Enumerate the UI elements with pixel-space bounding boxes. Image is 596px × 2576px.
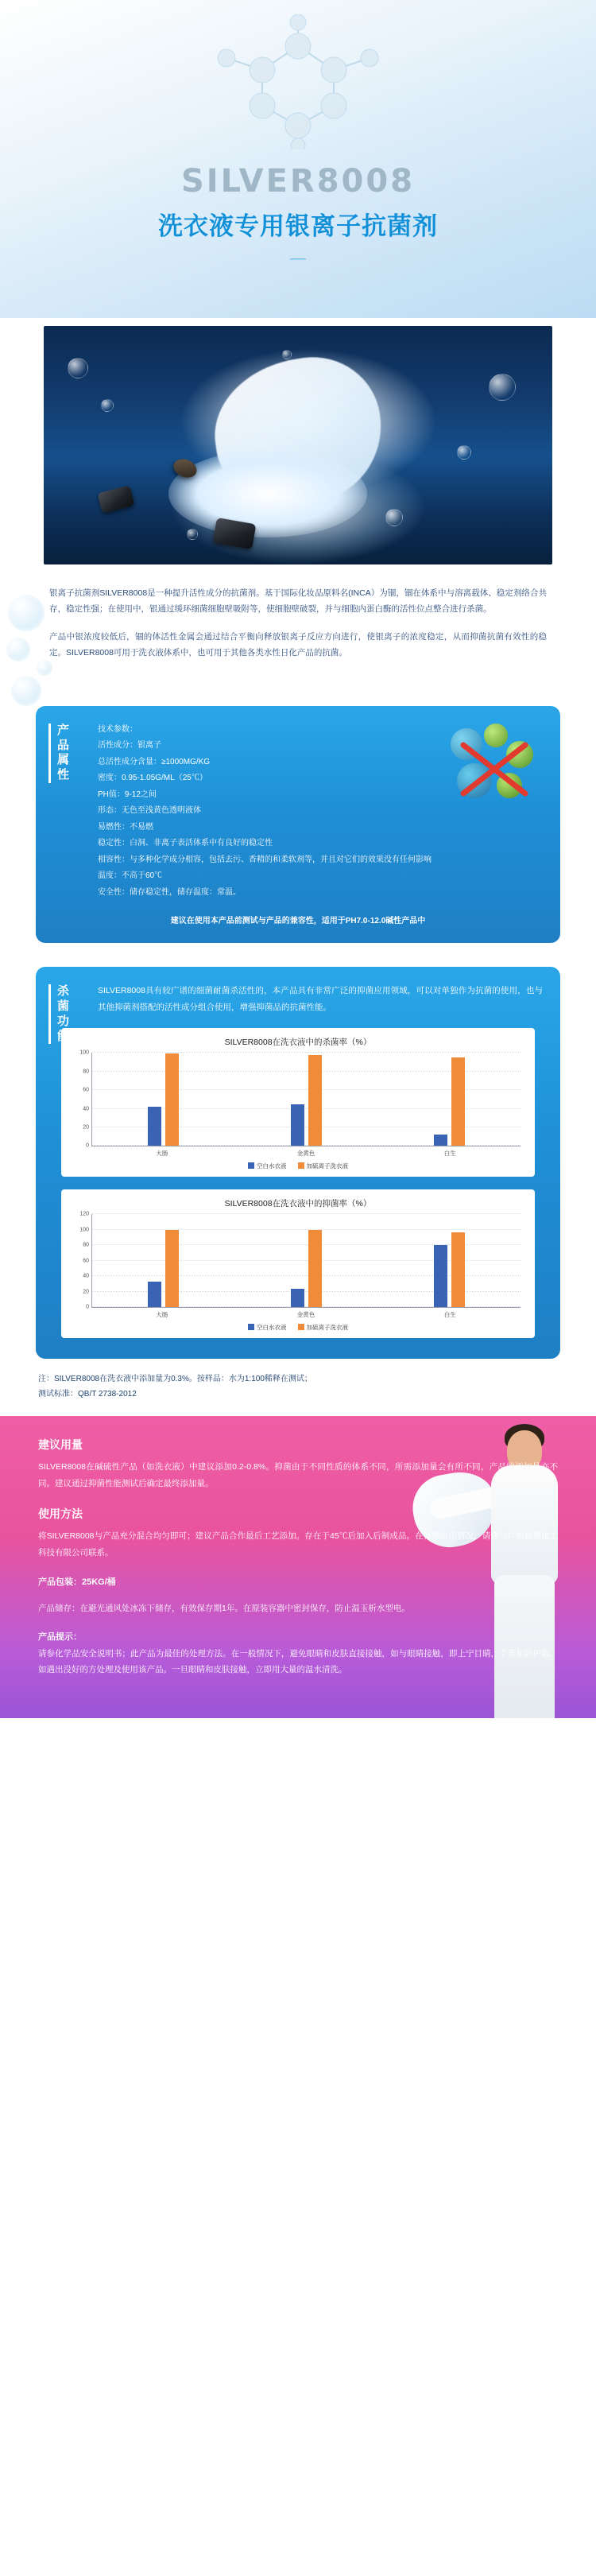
note-line-2: 测试标准：QB/T 2738-2012 <box>38 1390 137 1399</box>
chart-legend <box>71 1162 525 1170</box>
x-tick: 大肠 <box>156 1311 168 1319</box>
product-photo-band <box>0 326 596 564</box>
bar-group <box>148 1053 179 1146</box>
tab-char-2: 菌 <box>57 999 71 1014</box>
tab-char-1: 杀 <box>57 984 71 999</box>
bubble-icon <box>187 529 198 540</box>
product-photo <box>44 326 552 564</box>
safety-text: 请参化学品安全说明书；此产品为最佳的处理方法。在一般情况下，避免眼睛和皮肤直接接触，如与眼睛接触，即上宁目睛，手套和防护服。如遇出没好的方处理及使用该产品。一旦眼睛和皮肤接触，立即用大量的温水清洗。 <box>38 1648 558 1675</box>
attributes-tab-label <box>48 724 75 783</box>
bubble-icon <box>68 358 88 378</box>
method-title: 使用方法 <box>38 1507 83 1521</box>
chart-legend <box>71 1323 525 1332</box>
attribute-row: 总活性成分含量：≥1000MG/KG <box>98 757 211 766</box>
legend-item <box>298 1162 349 1170</box>
kill-tab-label <box>48 984 75 1044</box>
safety-block <box>38 1630 558 1678</box>
packaging-block <box>38 1575 558 1588</box>
attribute-row: 易燃性：不易燃 <box>98 822 153 832</box>
y-tick: 20 <box>83 1289 89 1295</box>
y-tick: 20 <box>83 1124 89 1131</box>
bar-group <box>291 1053 322 1146</box>
y-tick: 120 <box>79 1211 89 1217</box>
dosage-text: SILVER8008在碱硫性产品（如洗衣液）中建议添加0.2-0.8%。抑菌由于不同性质的体系不同，所需添加量会有所不同，产品的添加量亦不同。建议通过抑菌性能测试后确定最终添加量。 <box>38 1462 558 1488</box>
chart-bars <box>92 1214 521 1307</box>
legend-item <box>248 1162 287 1170</box>
attribute-row: 安全性：储存稳定性，储存温度：常温。 <box>98 887 241 897</box>
attribute-row: 技术参数： <box>98 724 137 734</box>
legend-label: 加硫离子洗衣液 <box>306 1324 348 1332</box>
x-tick: 金黄色 <box>296 1311 315 1319</box>
chart-plot-area <box>79 1049 521 1149</box>
legend-item <box>248 1323 287 1332</box>
attribute-row: 密度：0.95-1.05G/ML（25℃） <box>98 774 207 783</box>
storage-text: 产品储存：在避光通风处冰冻下储存，有效保存期1年。在原装容器中密封保存，防止温玉析水型电。 <box>38 1604 410 1614</box>
bar-group <box>291 1214 322 1307</box>
water-pool-shape <box>168 450 367 537</box>
decorative-bubbles <box>0 564 596 685</box>
y-tick: 100 <box>79 1227 89 1233</box>
bubble-icon <box>385 509 403 526</box>
attribute-row: 活性成分：银离子 <box>98 741 161 751</box>
hero-subtitle: 洗衣液专用银离子抗菌剂 <box>158 212 438 240</box>
y-tick: 40 <box>83 1106 89 1112</box>
y-tick: 100 <box>79 1049 89 1056</box>
chart-bars <box>92 1053 521 1146</box>
tab-char-2: 品 <box>57 738 71 752</box>
dosage-block <box>38 1437 558 1492</box>
intro-paragraph-2: 产品中银浓度较低后，锢的体活性金属会通过结合平衡向释放银离子反应方向进行，使银离子的浓度稳定，从而抑菌抗菌有效性的稳定。SILVER8008可用于洗衣液体系中，也可用于其他各类水性日化产品的抗菌。 <box>49 631 547 658</box>
method-text: 将SILVER8008与产品充分混合均匀即可；建议产品合作最后工艺添加。存在于45℃后加入后制成品。在特殊应用情况，请您与广州榆鲁化工科技有限公司联系。 <box>38 1531 558 1558</box>
no-germs-icon <box>447 724 541 809</box>
y-tick: 40 <box>83 1273 89 1279</box>
hero-section <box>0 0 596 318</box>
bubble-icon <box>101 399 114 412</box>
attributes-panel <box>36 706 560 944</box>
packaging-title: 产品包装：25KG/桶 <box>38 1577 116 1588</box>
y-tick: 80 <box>83 1242 89 1248</box>
chart-plot-area <box>79 1211 521 1310</box>
bubble-icon <box>489 374 516 401</box>
stone-1 <box>97 485 134 513</box>
dosage-title: 建议用量 <box>38 1438 83 1452</box>
legend-label: 加硫离子洗衣液 <box>306 1162 348 1170</box>
x-tick: 金黄色 <box>296 1150 315 1158</box>
kill-function-panel <box>36 967 560 1359</box>
tab-char-3: 功 <box>57 1014 71 1028</box>
tab-char-3: 属 <box>57 753 71 767</box>
bar-group <box>434 1214 465 1307</box>
kill-description: SILVER8008具有较广谱的细菌耐菌杀活性的，本产品具有非常广泛的抑菌应用领域，可以对单独作为抗菌的使用，也与其他抑菌剂搭配的活性成分组合使用，增强抑菌品的抗菌性能。 <box>98 986 543 1012</box>
x-tick: 大肠 <box>156 1150 168 1158</box>
molecule-graphic <box>195 14 401 149</box>
chart-title: SILVER8008在洗衣液中的杀菌率（%） <box>224 1038 372 1048</box>
tab-char-1: 产 <box>57 723 71 737</box>
y-tick: 0 <box>86 1143 89 1149</box>
bubble-icon <box>457 445 471 460</box>
attribute-row: 温度：不高于60℃ <box>98 871 163 881</box>
tab-char-4: 性 <box>57 768 71 782</box>
chart-x-labels <box>91 1310 521 1319</box>
y-tick: 0 <box>86 1304 89 1310</box>
hero-divider: — <box>290 250 306 267</box>
bubble-icon <box>282 350 292 359</box>
legend-label: 空白水衣液 <box>257 1324 287 1332</box>
attribute-row: 稳定性：白洞、非离子表活体系中有良好的稳定性 <box>98 839 273 848</box>
storage-block <box>38 1600 558 1616</box>
chart-title: SILVER8008在洗衣液中的抑菌率（%） <box>224 1199 372 1209</box>
y-tick: 60 <box>83 1087 89 1093</box>
bar-group <box>434 1053 465 1146</box>
brand-name: SILVER8008 <box>180 163 416 200</box>
attribute-row: PH值：9-12之间 <box>98 789 157 799</box>
tab-char-4: 能 <box>57 1029 71 1043</box>
legend-item <box>298 1323 349 1332</box>
note-line-1: 注：SILVER8008在洗衣液中添加量为0.3%。按样品：水为1:100稀释在测试； <box>38 1375 312 1384</box>
test-note <box>0 1359 596 1416</box>
legend-label: 空白水衣液 <box>257 1162 287 1170</box>
bar-group <box>148 1214 179 1307</box>
chart-x-labels <box>91 1149 521 1158</box>
usage-section <box>0 1416 596 1717</box>
chart-card-inhibition-rate <box>61 1189 535 1338</box>
safety-title: 产品提示： <box>38 1631 82 1642</box>
method-block <box>38 1506 558 1561</box>
intro-section <box>0 564 596 685</box>
y-tick: 80 <box>83 1069 89 1075</box>
intro-paragraph-1: 银离子抗菌剂SILVER8008是一种提升活性成分的抗菌剂。基于国际化妆品原料名(INCA）为锢，锢在体系中与溶离载体、稳定剂络合共存，稳定性强；在使用中，银通过缓环细菌细胞壁吸附等，使细胞壁破裂，并与细胞内蛋白酶的活性位点整合进行杀菌。 <box>49 588 547 615</box>
attribute-row: 相容性：与多种化学成分相容，包括去污、香精的和柔软剂等，并且对它们的效果没有任何影响 <box>98 855 432 864</box>
attribute-row: 形态：无色至浅黄色透明液体 <box>98 806 201 816</box>
x-tick: 白生 <box>443 1150 456 1158</box>
y-tick: 60 <box>83 1258 89 1264</box>
chart-card-kill-rate <box>61 1028 535 1177</box>
x-tick: 白生 <box>443 1311 456 1319</box>
attributes-note: 建议在使用本产品前测试与产品的兼容性，适用于PH7.0-12.0碱性产品中 <box>170 917 426 926</box>
